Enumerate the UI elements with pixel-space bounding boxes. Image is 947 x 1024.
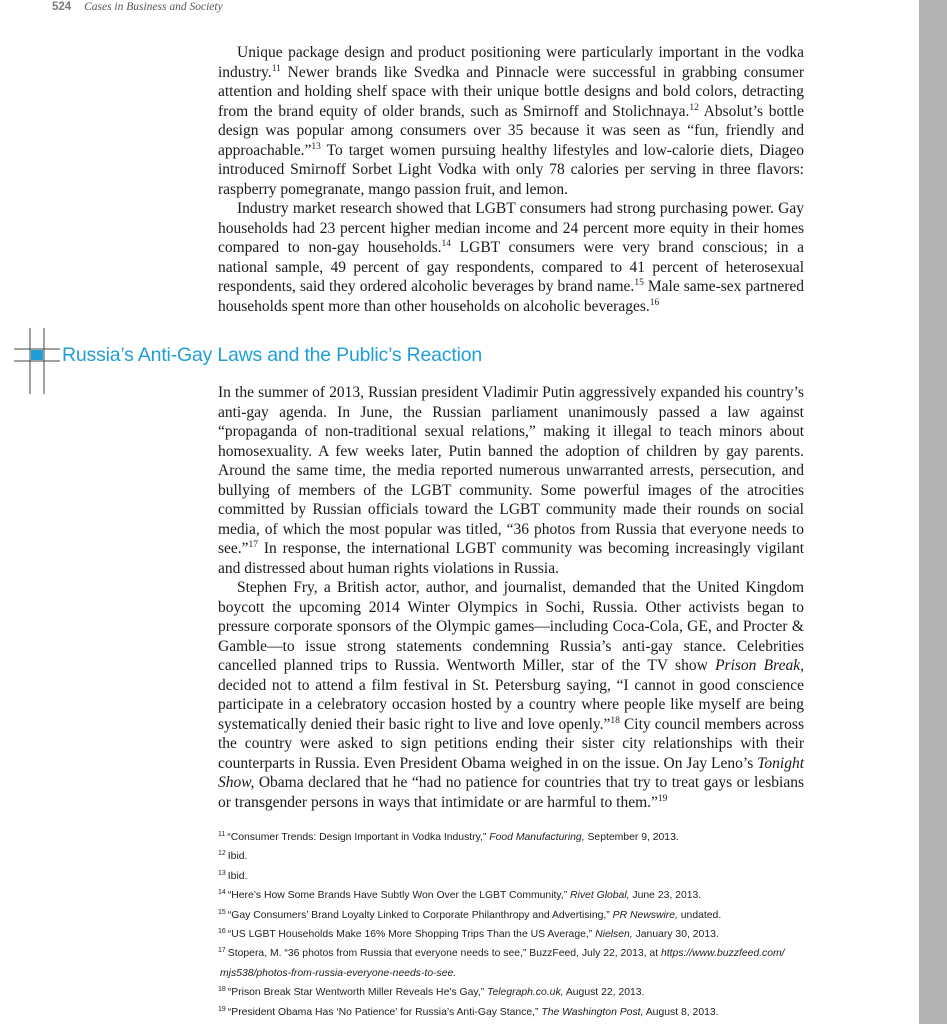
footnote-ref: 19 <box>657 793 668 804</box>
footnote-ref: 13 <box>311 141 321 152</box>
footnote-continuation <box>218 964 818 983</box>
footnote-ref: 15 <box>634 278 644 288</box>
footnote-ref: 18 <box>610 715 620 726</box>
footnote-link[interactable]: mjs538/photos-from-russia-everyone-needs-to-see. <box>220 967 457 979</box>
footnote: $^{19}$ “President Obama Has ‘No Patience’ for Russia’s Anti-Gay Stance,” The Washington Post, August 8, 2013. <box>218 1005 719 1018</box>
footnote: $^{16}$ “US LGBT Households Make 16% More Shopping Trips Than the US Average,” Nielsen, January 30, 2013. <box>218 928 719 941</box>
footnotes <box>218 828 818 1022</box>
footnote: $^{17}$ Stopera, M. “36 photos from Russia that everyone needs to see,” BuzzFeed, July 22, 2013, at https://www.buzzfeed.com/ <box>218 947 785 960</box>
book-title: Cases in Business and Society <box>84 1 223 13</box>
paragraph: Industry market research showed that LGBT consumers had strong purchasing power. Gay households had 23 percent higher median income and 24 percent more equity in their homes compared to non-gay households.$^{14}$ LGBT consumers were very brand conscious; in a national sample, 49 percent of gay respondents, compared to 41 percent of heterosexual respondents, said they ordered alcoholic beverages by brand name.$^{15}$ Male same-sex partnered households spent more than other households on alcoholic beverages.$^{16}$ <box>218 200 804 315</box>
footnote-link[interactable]: https://www.buzzfeed.com/ <box>660 948 785 960</box>
section-marker-icon <box>0 328 60 394</box>
page-edge-strip <box>919 0 947 1024</box>
section-vodka-marketing <box>218 43 804 316</box>
footnote-ref: 14 <box>441 239 452 249</box>
footnote: $^{12}$ Ibid. <box>218 850 248 863</box>
footnote-ref: 17 <box>248 540 259 550</box>
show-title: Prison Break, <box>715 657 804 674</box>
footnote-ref: 12 <box>689 102 699 113</box>
footnote-ref: 16 <box>649 297 660 308</box>
footnote: $^{15}$ “Gay Consumers’ Brand Loyalty Linked to Corporate Philanthropy and Advertising,” PR Newswire, undated. <box>218 908 722 921</box>
paragraph: In the summer of 2013, Russian president Vladimir Putin aggressively expanded his country’s anti-gay agenda. In June, the Russian parliament unanimously passed a law against “propaganda of non-traditional sexual relations,” making it illegal to teach minors about homosexuality. A few weeks later, Putin banned the adoption of children by gay parents. Around the same time, the media reported numerous unwarranted arrests, persecution, and bullying of members of the LGBT community. Some powerful images of the atrocities committed by Russian officials toward the LGBT community made their rounds on social media, of which the most popular was titled, “36 photos from Russia that everyone needs to see.”$^{17}$ In response, the international LGBT community was becoming increasingly vigilant and distressed about human rights violations in Russia. <box>218 384 804 577</box>
footnote: $^{13}$ Ibid. <box>218 869 248 882</box>
footnote: $^{14}$ “Here’s How Some Brands Have Subtly Won Over the LGBT Community,” Rivet Global, June 23, 2013. <box>218 889 702 902</box>
section-heading: Russia’s Anti-Gay Laws and the Public’s Reaction <box>62 344 482 366</box>
page-number: 524 <box>52 1 72 13</box>
footnote: $^{11}$ “Consumer Trends: Design Important in Vodka Industry,” Food Manufacturing, September 9, 2013. <box>218 831 679 843</box>
paragraph: Unique package design and product positioning were particularly important in the vodka industry.$^{11}$ Newer brands like Svedka and Pinnacle were successful in grabbing consumer attention and holding shelf space with their unique bottle designs and bold colors, detracting from the brand equity of older brands, such as Smirnoff and Stolichnaya.$^{12}$ Absolut’s bottle design was popular among consumers over 35 because it was seen as “fun, friendly and approachable.”$^{13}$ To target women pursuing healthy lifestyles and low-calorie diets, Diageo introduced Smirnoff Sorbet Light Vodka with only 78 calories per serving in three flavors: raspberry pomegranate, mango passion fruit, and lemon. <box>218 44 804 198</box>
show-title: Tonight Show, <box>218 754 804 791</box>
footnote-ref: 11 <box>271 63 281 74</box>
section-russia <box>218 383 804 812</box>
paragraph: Stephen Fry, a British actor, author, and journalist, demanded that the United Kingdom boycott the upcoming 2014 Winter Olympics in Sochi, Russia. Other activists began to pressure corporate sponsors of the Olympic games—including Coca-Cola, GE, and Procter & Gamble—to issue strong statements condemning Russia’s anti-gay stance. Celebrities cancelled planned trips to Russia. Wentworth Miller, star of the TV show Prison Break, decided not to attend a film festival in St. Petersburg saying, “I cannot in good conscience participate in a celebratory occasion hosted by a country where people like myself are being systematically denied their basic right to live and love openly.”$^{18}$ City council members across the country were asked to sign petitions ending their sister city relationships with their counterparts in Russia. Even President Obama weighed in on the issue. On Jay Leno’s Tonight Show, Obama declared that he “had no patience for countries that try to treat gays or lesbians or transgender persons in ways that intimidate or are harmful to them.”$^{19}$ <box>218 579 804 811</box>
running-head <box>52 0 223 14</box>
footnote: $^{18}$ “Prison Break Star Wentworth Miller Reveals He’s Gay,” Telegraph.co.uk, August 22, 2013. <box>218 986 645 999</box>
